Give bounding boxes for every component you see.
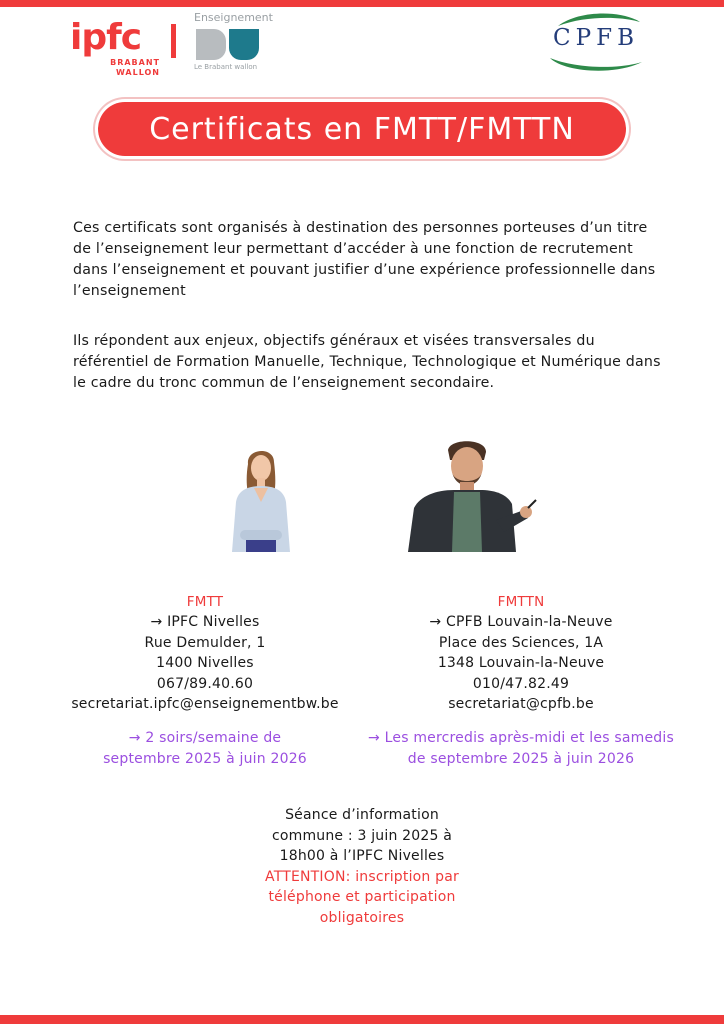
fmttn-phone: 010/47.82.49 (472, 675, 570, 692)
fmtt-column (40, 592, 370, 769)
info-warning-line2: téléphone et participation (268, 889, 456, 906)
fmttn-column (360, 592, 682, 769)
info-warning-line3: obligatoires (319, 909, 405, 926)
fmttn-street: Place des Sciences, 1A (438, 634, 604, 651)
bottom-accent-bar (0, 1015, 724, 1024)
info-session-line3: 18h00 à l’IPFC Nivelles (279, 848, 445, 865)
ipfc-logo-word: ipfc (70, 17, 142, 58)
fmtt-schedule-line2: septembre 2025 à juin 2026 (103, 750, 307, 767)
cpfb-logo (544, 10, 648, 76)
fmttn-city: 1348 Louvain-la-Neuve (437, 655, 605, 672)
intro-paragraph-1: Ces certificats sont organisés à destination des personnes porteuses d’un titre de l’enseignement leur permettant d’accéder à une fonction de recrutement dans l’enseignement et pouvant justifier d’une expérience professionnelle dans l’enseignement (73, 220, 656, 299)
ipfc-logo-line2: WALLON (115, 68, 160, 77)
fmtt-schedule-line1: → 2 soirs/semaine de (128, 730, 282, 747)
fmtt-email: secretariat.ipfc@enseignementbw.be (71, 696, 339, 713)
fmtt-label: FMTT (186, 594, 224, 610)
ebw-logo-bottom-text: Le Brabant wallon (194, 63, 258, 71)
top-accent-bar (0, 0, 724, 7)
fmtt-city: 1400 Nivelles (156, 655, 254, 672)
ebw-logo-w-shape (229, 29, 259, 60)
fmttn-schedule-line1: → Les mercredis après-midi et les samedis (368, 730, 674, 747)
fmtt-organization: → IPFC Nivelles (150, 614, 260, 631)
fmtt-phone: 067/89.40.60 (156, 675, 254, 692)
title-banner (98, 102, 626, 156)
info-session-line2: commune : 3 juin 2025 à (271, 827, 453, 844)
fmttn-label: FMTTN (497, 594, 545, 610)
fmttn-schedule-line2: de septembre 2025 à juin 2026 (407, 750, 635, 767)
fmtt-schedule (40, 728, 370, 769)
enseignement-bw-logo (194, 12, 274, 74)
fmtt-street: Rue Demulder, 1 (144, 634, 266, 651)
fmttn-organization: → CPFB Louvain-la-Neuve (429, 614, 613, 631)
fmttn-schedule (360, 728, 682, 769)
info-session (212, 805, 512, 929)
ebw-logo-b-shape (196, 29, 226, 60)
ipfc-logo (70, 18, 182, 78)
ebw-logo-top-text: Enseignement (194, 11, 273, 24)
page-title: Certificats en FMTT/FMTTN (149, 111, 575, 147)
intro-paragraph-2: Ils répondent aux enjeux, objectifs généraux et visées transversales du référentiel de Formation Manuelle, Technique, Technologique et Numérique dans le cadre du tronc commun de l’enseignement secondaire. (73, 333, 661, 391)
woman-photo (228, 444, 294, 552)
ipfc-logo-separator (171, 24, 176, 58)
info-session-line1: Séance d’information (285, 807, 439, 823)
ipfc-logo-line1: BRABANT (110, 58, 160, 67)
info-warning-line1: ATTENTION: inscription par (265, 868, 459, 885)
man-photo (404, 438, 538, 552)
fmttn-email: secretariat@cpfb.be (448, 696, 594, 713)
cpfb-logo-word: CPFB (553, 25, 639, 51)
